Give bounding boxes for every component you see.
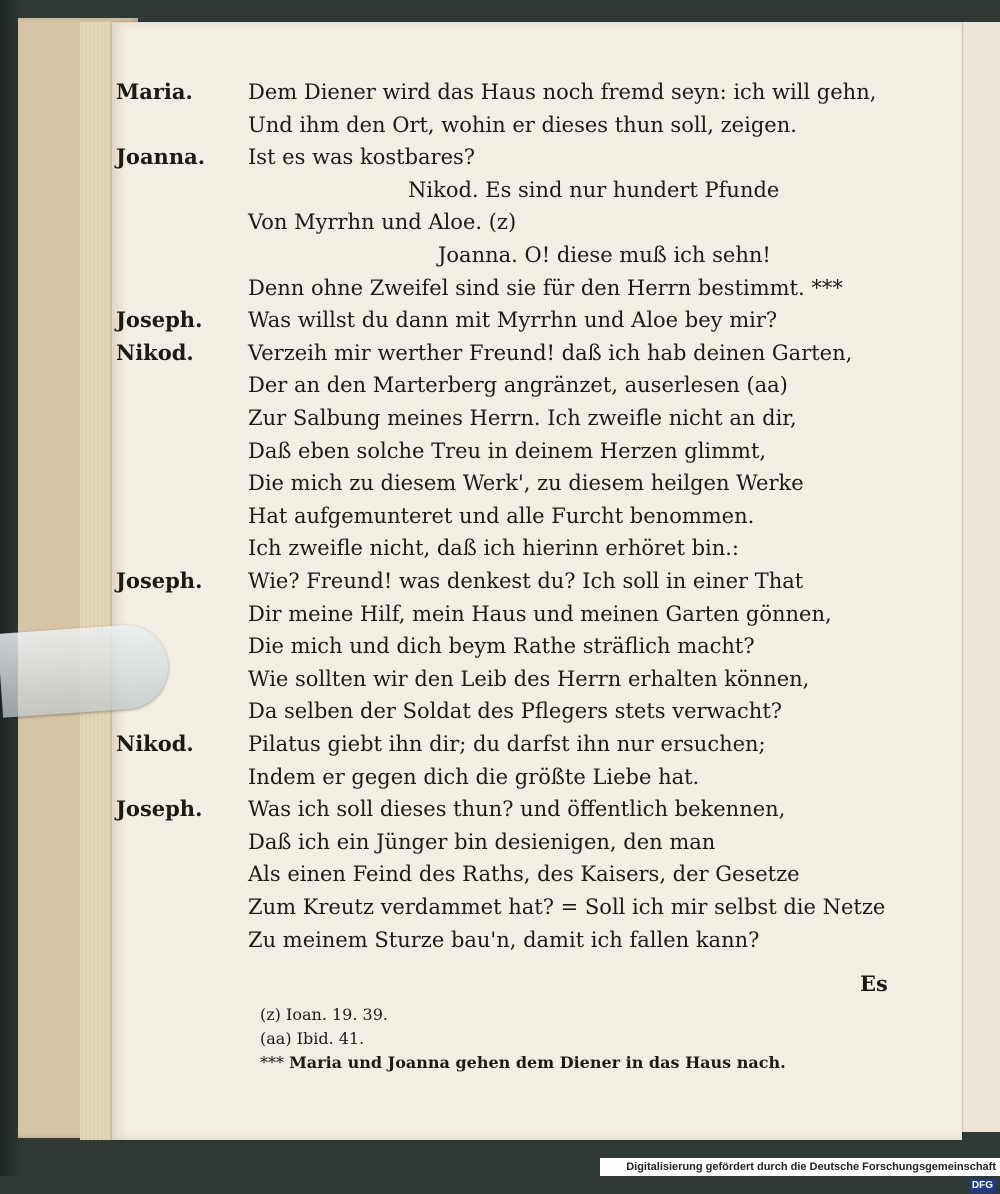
- verse-text: Und ihm den Ort, wohin er dieses thun soll, zeigen.: [248, 112, 797, 137]
- footnote: [260, 1004, 388, 1026]
- verse-text: Die mich und dich beym Rathe sträflich macht?: [248, 634, 755, 659]
- verse-text: Ich zweifle nicht, daß ich hierinn erhöret bin.:: [248, 536, 740, 561]
- speaker-name: Nikod.: [116, 339, 194, 365]
- verse-text: Zu meinem Sturze bau'n, damit ich fallen kann?: [248, 927, 760, 952]
- footnote-text: Ibid. 41.: [296, 1029, 365, 1048]
- verse-text: Joanna. O! diese muß ich sehn!: [438, 243, 771, 267]
- speaker-name: Joanna.: [116, 144, 206, 170]
- footnote-text: Ioan. 19. 39.: [286, 1005, 388, 1024]
- verse-text: Dem Diener wird das Haus noch fremd seyn: ich will gehn,: [248, 80, 877, 104]
- catchword: Es: [860, 971, 888, 996]
- verse-text: Denn ohne Zweifel sind sie für den Herrn bestimmt. ***: [248, 275, 843, 300]
- verse-text: Wie? Freund! was denkest du? Ich soll in einer That: [248, 569, 804, 593]
- footnote-mark: (aa): [260, 1029, 292, 1048]
- verse-text: Zur Salbung meines Herrn. Ich zweifle nicht an dir,: [248, 406, 797, 430]
- speaker-name: Nikod.: [116, 731, 194, 756]
- verse-text: Was willst du dann mit Myrrhn und Aloe bey mir?: [248, 308, 778, 333]
- verse-text: Daß ich ein Jünger bin desienigen, den man: [248, 829, 716, 854]
- verse-text: Da selben der Soldat des Pflegers stets verwacht?: [248, 699, 783, 724]
- footnote: [260, 1028, 364, 1050]
- verse-text: Hat aufgemunteret und alle Furcht benommen.: [248, 503, 755, 528]
- dfg-logo: DFG: [969, 1179, 996, 1193]
- footnote: [260, 1052, 786, 1074]
- verse-text: Was ich soll dieses thun? und öffentlich bekennen,: [248, 797, 786, 822]
- verse-text: Verzeih mir werther Freund! daß ich hab deinen Garten,: [248, 340, 853, 365]
- verse-text: Ist es was kostbares?: [248, 145, 476, 170]
- credit-text: Digitalisierung gefördert durch die Deutsche Forschungsgemeinschaft: [626, 1161, 996, 1173]
- footnote-text: Maria und Joanna gehen dem Diener in das Haus nach.: [289, 1053, 786, 1072]
- verse-text: Die mich zu diesem Werk', zu diesem heilgen Werke: [248, 471, 804, 496]
- verse-text: Zum Kreutz verdammet hat? = Soll ich mir selbst die Netze: [248, 895, 886, 919]
- verse-text: Daß eben solche Treu in deinem Herzen glimmt,: [248, 438, 767, 463]
- glass-clip: [0, 622, 171, 718]
- footnote-mark: (z): [260, 1005, 281, 1024]
- speaker-name: Joseph.: [116, 568, 203, 593]
- verse-text: Von Myrrhn und Aloe. (z): [248, 210, 517, 235]
- speaker-name: Maria.: [116, 79, 193, 104]
- speaker-name: Joseph.: [116, 307, 203, 333]
- verse-text: Nikod. Es sind nur hundert Pfunde: [408, 177, 780, 202]
- verse-text: Wie sollten wir den Leib des Herrn erhalten können,: [248, 666, 810, 691]
- verse-text: Pilatus giebt ihn dir; du darfst ihn nur ersuchen;: [248, 732, 766, 756]
- verse-text: Indem er gegen dich die größte Liebe hat.: [248, 764, 700, 789]
- verse-text: Dir meine Hilf, mein Haus und meinen Garten gönnen,: [248, 601, 832, 626]
- verse-text: Der an den Marterberg angränzet, auserlesen (aa): [248, 373, 788, 398]
- credit-bar: [600, 1158, 1000, 1191]
- speaker-name: Joseph.: [116, 796, 203, 822]
- verse-text: Als einen Feind des Raths, des Kaisers, der Gesetze: [248, 862, 800, 887]
- footnote-mark: ***: [260, 1053, 284, 1072]
